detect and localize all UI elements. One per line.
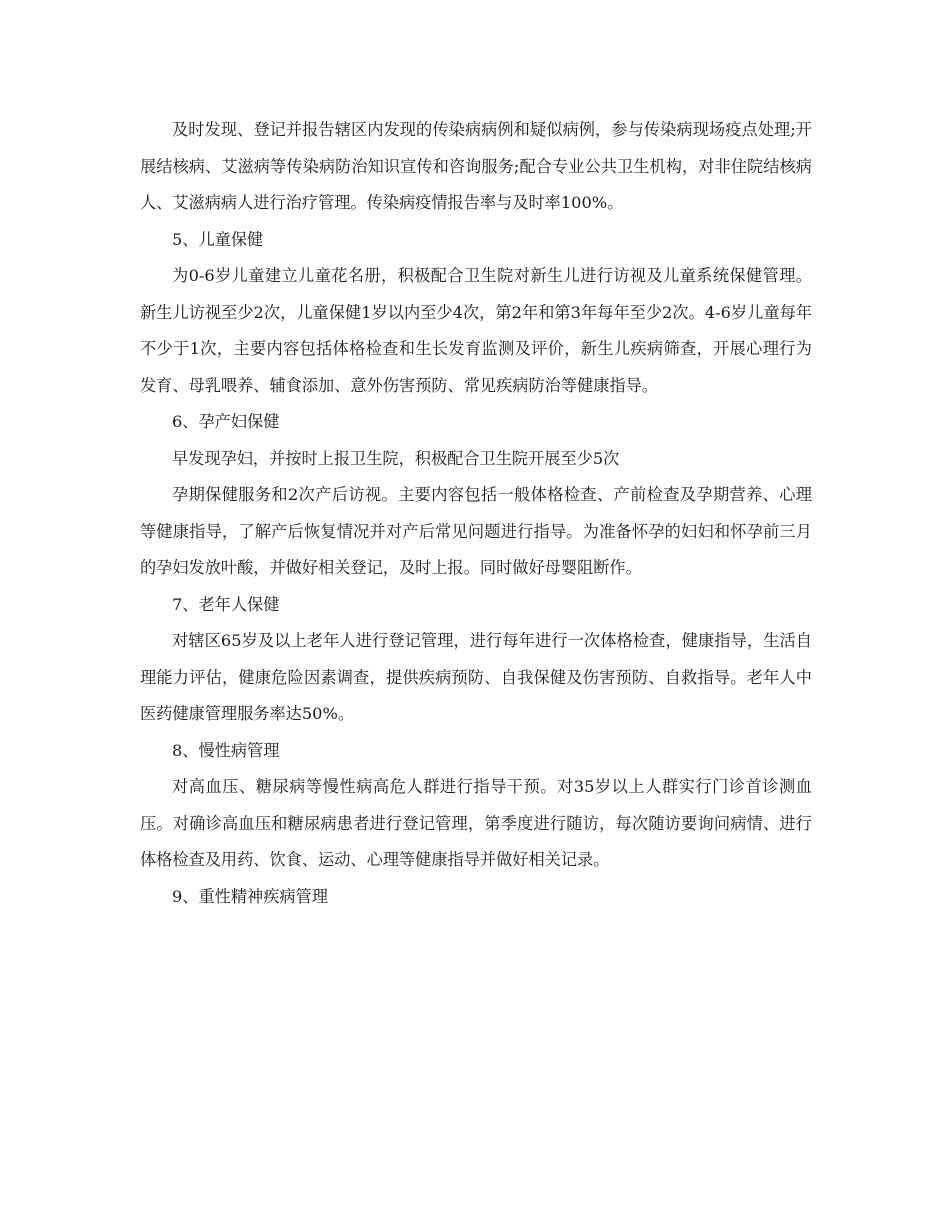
paragraph-maternal-health-detail: 孕期保健服务和2次产后访视。主要内容包括一般体格检查、产前检查及孕期营养、心理等健康指导，了解产后恢复情况并对产后常见问题进行指导。为准备怀孕的妇妇和怀孕前三月的孕妇发放叶酸，并做好相关登记，及时上报。同时做好母婴阻断作。	[140, 485, 812, 577]
paragraph-child-health: 为0-6岁儿童建立儿童花名册，积极配合卫生院对新生儿进行访视及儿童系统保健管理。新生儿访视至少2次，儿童保健1岁以内至少4次，第2年和第3年每年至少2次。4-6岁儿童每年不少于1次，主要内容包括体格检查和生长发育监测及评价，新生儿疾病筛查，开展心理行为发育、母乳喂养、辅食添加、意外伤害预防、常见疾病防治等健康指导。	[140, 266, 812, 395]
paragraph-elderly-health: 对辖区65岁及以上老年人进行登记管理，进行每年进行一次体格检查，健康指导，生活自理能力评估，健康危险因素调查，提供疾病预防、自我保健及伤害预防、自救指导。老年人中医药健康管理服务率达50%。	[140, 631, 812, 723]
section-heading-elderly-health: 7、老年人保健	[172, 594, 280, 614]
paragraph-maternal-health-intro: 早发现孕妇，并按时上报卫生院，积极配合卫生院开展至少5次	[172, 448, 620, 468]
section-heading-child-health: 5、儿童保健	[172, 229, 264, 249]
document-body	[140, 112, 812, 915]
paragraph-infectious-disease: 及时发现、登记并报告辖区内发现的传染病病例和疑似病例，参与传染病现场疫点处理;开展结核病、艾滋病等传染病防治知识宣传和咨询服务;配合专业公共卫生机构，对非住院结核病人、艾滋病病人进行治疗管理。传染病疫情报告率与及时率100%。	[140, 120, 812, 212]
section-heading-chronic-disease: 8、慢性病管理	[172, 740, 280, 760]
section-heading-maternal-health: 6、孕产妇保健	[172, 412, 280, 431]
paragraph-chronic-disease: 对高血压、糖尿病等慢性病高危人群进行指导干预。对35岁以上人群实行门诊首诊测血压。对确诊高血压和糖尿病患者进行登记管理，第季度进行随访，每次随访要询问病情、进行体格检查及用药、饮食、运动、心理等健康指导并做好相关记录。	[140, 777, 812, 869]
section-heading-mental-illness: 9、重性精神疾病管理	[172, 886, 328, 906]
